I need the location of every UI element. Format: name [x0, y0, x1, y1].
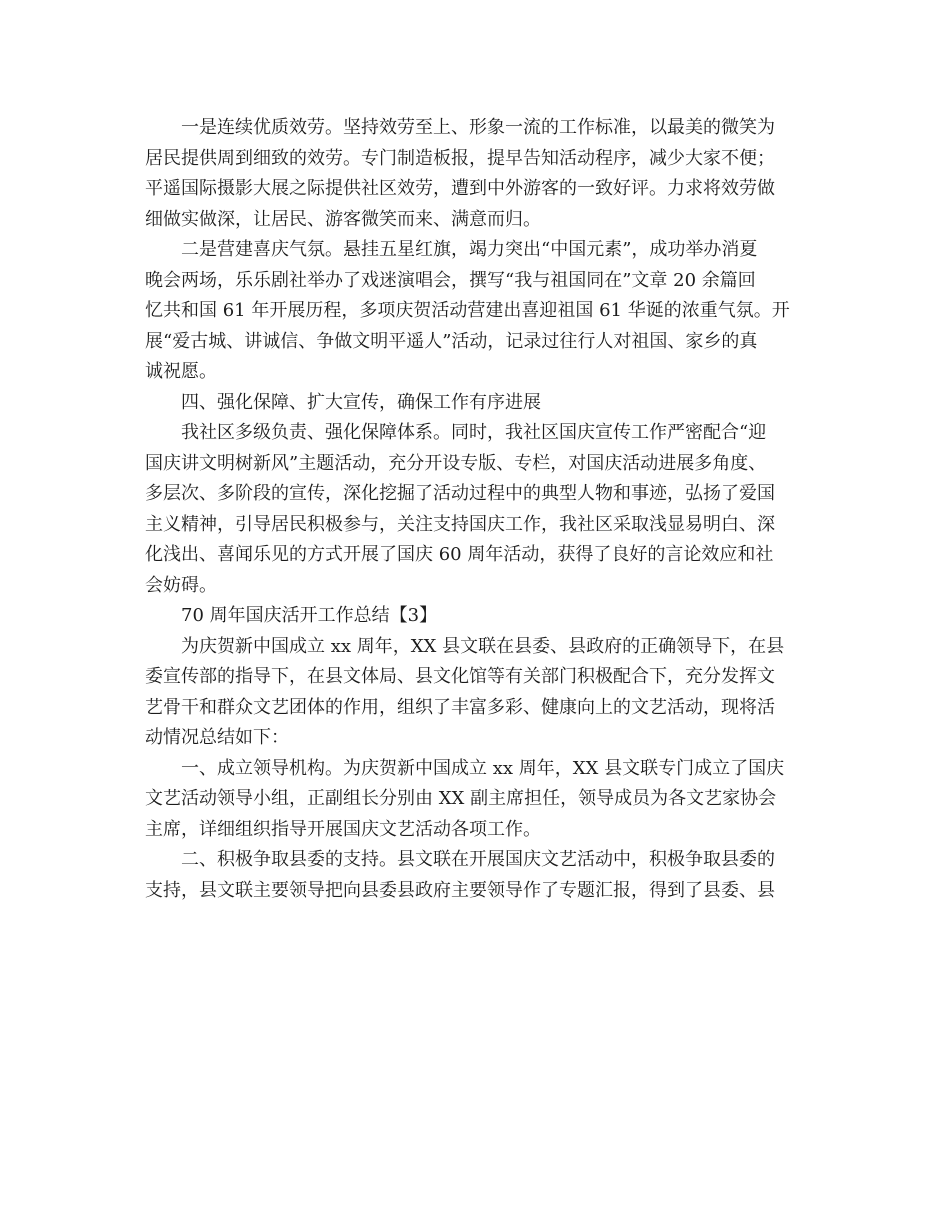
- section-title-summary-3: 70 周年国庆活开工作总结【3】: [181, 605, 438, 626]
- document-body: [145, 113, 805, 906]
- paragraph-festive-atmosphere: 二是营建喜庆气氛。悬挂五星红旗，竭力突出“中国元素”，成功举办消夏 晚会两场，乐乐剧社举办了戏迷演唱会，撰写“我与祖国同在”文章 20 余篇回 忆共和国 61 年开展历程，多项庆贺活动营建出喜迎祖国 61 华诞的浓重气氛。开 展“爱古城、讲诚信、争做文明平遥人”活动，记录过往行人对祖国、家乡的真 诚祝愿。: [145, 239, 790, 382]
- section-heading-safeguards: 四、强化保障、扩大宣传，确保工作有序进展: [181, 391, 541, 413]
- paragraph-publicity: 我社区多级负责、强化保障体系。同时，我社区国庆宣传工作严密配合“迎 国庆讲文明树新风”主题活动，充分开设专版、专栏，对国庆活动进展多角度、 多层次、多阶段的宣传，深化挖掘了活动过程中的典型人物和事迹，弘扬了爱国 主义精神，引导居民积极参与，关注支持国庆工作，我社区采取浅显易明白、深 化浅出、喜闻乐见的方式开展了国庆 60 周年活动，获得了良好的言论效应和社 会妨碍。: [145, 422, 775, 596]
- paragraph-intro: 为庆贺新中国成立 xx 周年，XX 县文联在县委、县政府的正确领导下，在县 委宣传部的指导下，在县文体局、县文化馆等有关部门积极配合下，充分发挥文 艺骨干和群众文艺团体的作用，组织了丰富多彩、健康向上的文艺活动，现将活 动情况总结如下：: [145, 635, 785, 748]
- paragraph-service: 一是连续优质效劳。坚持效劳至上、形象一流的工作标准，以最美的微笑为 居民提供周到细致的效劳。专门制造板报，提早告知活动程序，减少大家不便； 平遥国际摄影大展之际提供社区效劳，遭到中外游客的一致好评。力求将效劳做 细做实做深，让居民、游客微笑而来、满意而归。: [145, 117, 775, 230]
- paragraph-county-support: 二、积极争取县委的支持。县文联在开展国庆文艺活动中，积极争取县委的 支持，县文联主要领导把向县委县政府主要领导作了专题汇报，得到了县委、县: [145, 849, 775, 901]
- paragraph-leadership: 一、成立领导机构。为庆贺新中国成立 xx 周年，XX 县文联专门成立了国庆 文艺活动领导小组，正副组长分别由 XX 副主席担任，领导成员为各文艺家协会 主席，详细组织指导开展国庆文艺活动各项工作。: [145, 757, 785, 840]
